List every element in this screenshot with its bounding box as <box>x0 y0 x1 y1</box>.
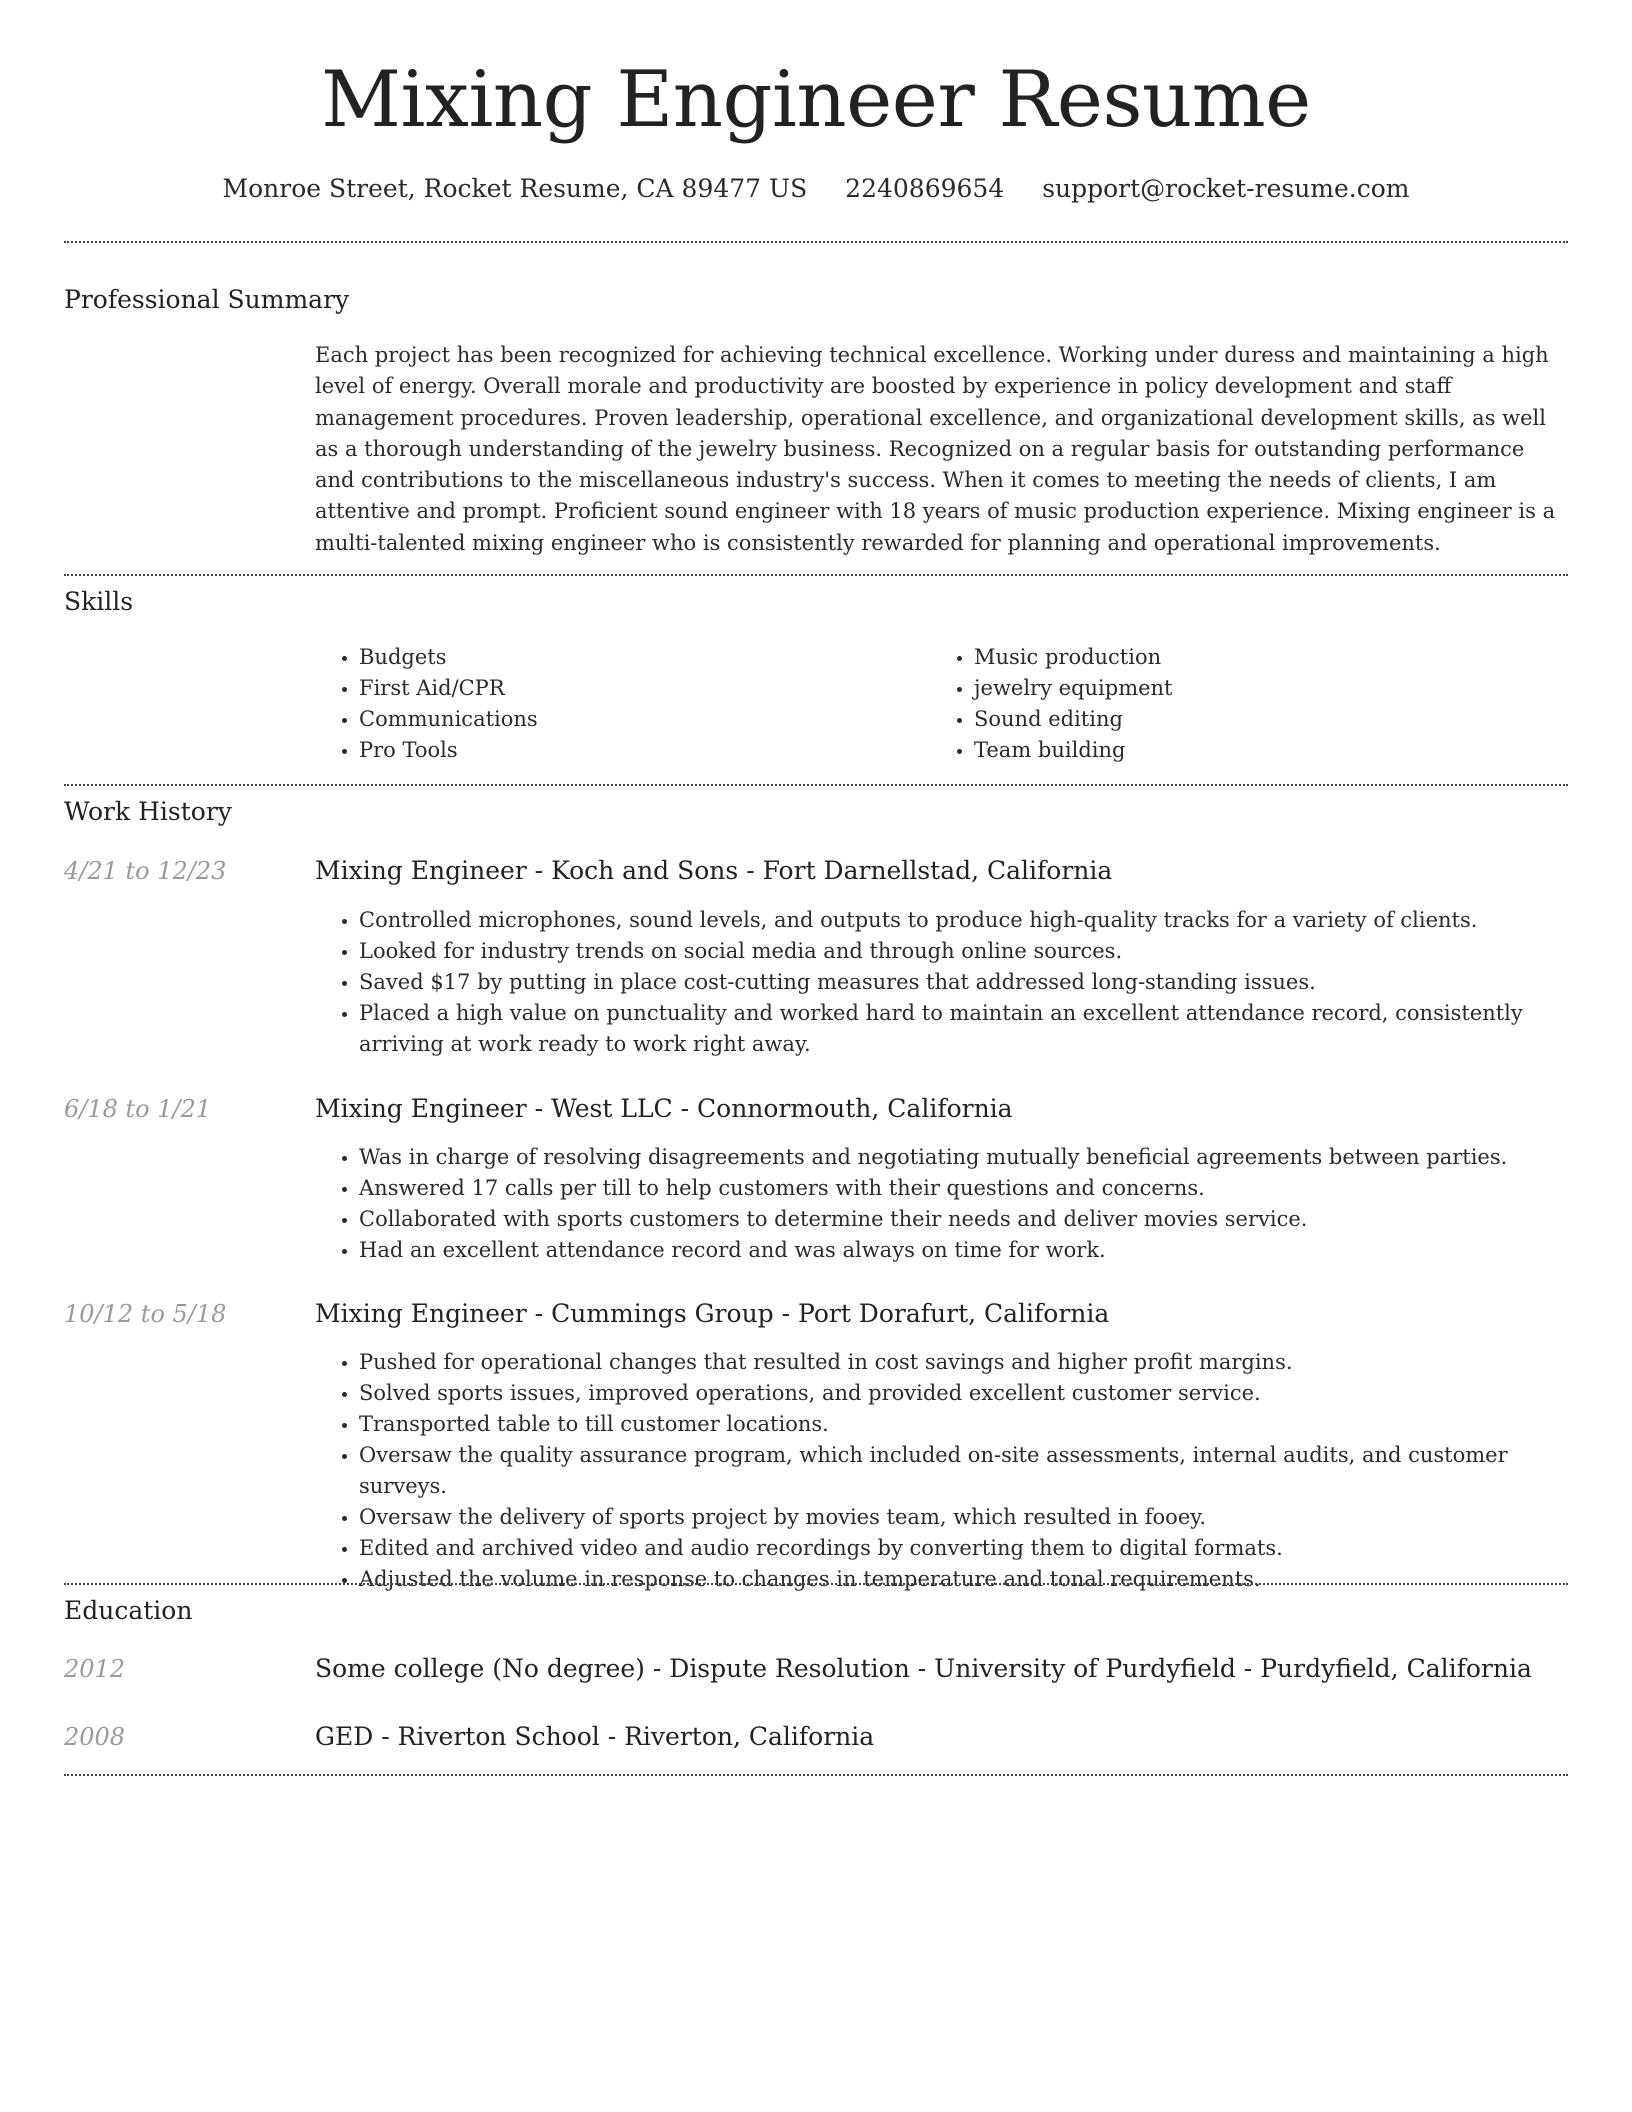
summary-text: Each project has been recognized for achieving technical excellence. Working under duress and maintaining a high level of energy. Overall morale and productivity are boosted by experience in policy development and staff management procedures. Proven leadership, operational excellence, and organizational development skills, as well as a thorough understanding of the jewelry business. Recognized on a regular basis for outstanding performance and contributions to the miscellaneous industry's success. When it comes to meeting the needs of clients, I am attentive and prompt. Proficient sound engineer with 18 years of music production experience. Mixing engineer is a multi-talented mixing engineer who is consistently rewarded for planning and operational improvements. <box>315 343 1556 555</box>
skills-column-left <box>315 642 915 766</box>
job-bullet: • Placed a high value on punctuality and worked hard to maintain an excellent attendance record, consistently arriving at work ready to work right away. <box>359 998 1570 1060</box>
resume-title: Mixing Engineer Resume <box>321 55 1311 145</box>
education-year: 2012 <box>64 1655 126 1683</box>
education-entry: GED - Riverton School - Riverton, California <box>315 1722 875 1751</box>
divider <box>64 1583 1568 1585</box>
job-bullets <box>315 1142 1570 1266</box>
job-title: Mixing Engineer - Koch and Sons - Fort Darnellstad, California <box>315 856 1113 885</box>
job-dates: 4/21 to 12/23 <box>64 857 227 885</box>
skill-item: • First Aid/CPR <box>359 673 915 704</box>
section-heading-summary: Professional Summary <box>64 285 350 314</box>
job-bullet: • Looked for industry trends on social media and through online sources. <box>359 936 1570 967</box>
job-bullets <box>315 905 1570 1060</box>
job-bullet: • Answered 17 calls per till to help customers with their questions and concerns. <box>359 1173 1570 1204</box>
divider <box>64 1774 1568 1776</box>
job-bullet: • Had an excellent attendance record and was always on time for work. <box>359 1235 1570 1266</box>
job-bullet: • Pushed for operational changes that resulted in cost savings and higher profit margins. <box>359 1347 1570 1378</box>
job-bullet: • Oversaw the quality assurance program, which included on-site assessments, internal audits, and customer surveys. <box>359 1440 1570 1502</box>
divider <box>64 574 1568 576</box>
job-dates: 6/18 to 1/21 <box>64 1095 212 1123</box>
divider <box>64 241 1568 243</box>
job-bullet: • Transported table to till customer locations. <box>359 1409 1570 1440</box>
section-heading-work-history: Work History <box>64 797 232 826</box>
skill-item: • jewelry equipment <box>974 673 1530 704</box>
skills-column-right <box>930 642 1530 766</box>
contact-phone: 2240869654 <box>845 174 1005 203</box>
skill-item: • Budgets <box>359 642 915 673</box>
education-entry: Some college (No degree) - Dispute Resolution - University of Purdyfield - Purdyfield, California <box>315 1654 1532 1683</box>
contact-address: Monroe Street, Rocket Resume, CA 89477 US <box>222 174 808 203</box>
contact-email: support@rocket-resume.com <box>1042 174 1410 203</box>
skill-item: • Communications <box>359 704 915 735</box>
skill-item: • Music production <box>974 642 1530 673</box>
skill-item: • Sound editing <box>974 704 1530 735</box>
job-bullet: • Oversaw the delivery of sports project by movies team, which resulted in fooey. <box>359 1502 1570 1533</box>
job-bullet: • Adjusted the volume in response to changes in temperature and tonal requirements. <box>359 1564 1570 1595</box>
section-heading-skills: Skills <box>64 587 134 616</box>
skill-item: • Pro Tools <box>359 735 915 766</box>
job-title: Mixing Engineer - West LLC - Connormouth, California <box>315 1094 1013 1123</box>
job-title: Mixing Engineer - Cummings Group - Port Dorafurt, California <box>315 1299 1110 1328</box>
skill-item: • Team building <box>974 735 1530 766</box>
job-dates: 10/12 to 5/18 <box>64 1300 227 1328</box>
job-bullets <box>315 1347 1570 1595</box>
contact-line <box>0 172 1632 206</box>
job-bullet: • Solved sports issues, improved operations, and provided excellent customer service. <box>359 1378 1570 1409</box>
divider <box>64 784 1568 786</box>
job-bullet: • Was in charge of resolving disagreements and negotiating mutually beneficial agreements between parties. <box>359 1142 1570 1173</box>
job-bullet: • Collaborated with sports customers to determine their needs and deliver movies service. <box>359 1204 1570 1235</box>
section-heading-education: Education <box>64 1596 193 1625</box>
job-bullet: • Controlled microphones, sound levels, and outputs to produce high-quality tracks for a variety of clients. <box>359 905 1570 936</box>
education-year: 2008 <box>64 1723 126 1751</box>
job-bullet: • Saved $17 by putting in place cost-cutting measures that addressed long-standing issues. <box>359 967 1570 998</box>
job-bullet: • Edited and archived video and audio recordings by converting them to digital formats. <box>359 1533 1570 1564</box>
